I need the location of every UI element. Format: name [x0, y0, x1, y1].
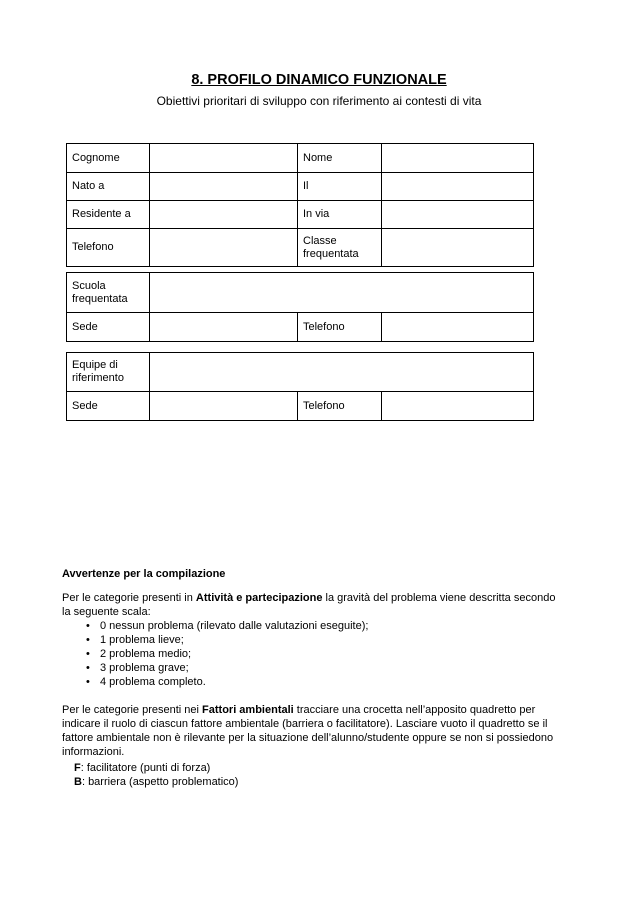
list-item: • 4 problema completo. — [86, 675, 562, 689]
page-title: 8. PROFILO DINAMICO FUNZIONALE — [191, 72, 447, 88]
page-subtitle: Obiettivi prioritari di sviluppo con riferimento ai contesti di vita — [156, 94, 482, 108]
scuola-table — [66, 272, 534, 342]
anagrafica-table — [66, 143, 534, 267]
list-item: • 3 problema grave; — [86, 661, 562, 675]
field-nato-a[interactable] — [150, 173, 298, 201]
label-nome: Nome — [298, 144, 382, 173]
label-equipe: Equipe di riferimento — [67, 353, 150, 392]
field-cognome[interactable] — [150, 144, 298, 173]
field-telefono-scuola[interactable] — [382, 313, 534, 342]
field-in-via[interactable] — [382, 201, 534, 229]
label-cognome: Cognome — [67, 144, 150, 173]
field-residente-a[interactable] — [150, 201, 298, 229]
notes-heading: Avvertenze per la compilazione — [62, 568, 226, 580]
label-sede-scuola: Sede — [67, 313, 150, 342]
label-classe-frequentata: Classe frequentata — [298, 229, 382, 267]
label-telefono-equipe: Telefono — [298, 392, 382, 421]
label-in-via: In via — [298, 201, 382, 229]
label-telefono-scuola: Telefono — [298, 313, 382, 342]
severity-scale-list — [62, 619, 562, 689]
field-classe-frequentata[interactable] — [382, 229, 534, 267]
field-nome[interactable] — [382, 144, 534, 173]
label-scuola-frequentata: Scuola frequentata — [67, 273, 150, 313]
notes-paragraph-2: Per le categorie presenti nei Fattori ambientali tracciare una crocetta nell’apposito quadretto per indicare il ruolo di ciascun fattore ambientale (barriera o facilitatore). Lasciare vuoto il quadretto se il fattore ambientale non è rilevante per la situazione dell’alunno/studente oppure se non si possiedono informazioni. — [62, 704, 554, 758]
list-item: • 1 problema lieve; — [86, 633, 562, 647]
legend-facilitatore: F: facilitatore (punti di forza) — [74, 762, 211, 774]
label-il: Il — [298, 173, 382, 201]
notes-paragraph-1: Per le categorie presenti in Attività e partecipazione la gravità del problema viene descritta secondo la seguente scala: — [62, 592, 556, 618]
field-telefono[interactable] — [150, 229, 298, 267]
field-sede-equipe[interactable] — [150, 392, 298, 421]
label-sede-equipe: Sede — [67, 392, 150, 421]
list-item: • 2 problema medio; — [86, 647, 562, 661]
field-equipe[interactable] — [150, 353, 534, 392]
compilation-notes — [62, 567, 562, 789]
label-residente-a: Residente a — [67, 201, 150, 229]
legend-barriera: B: barriera (aspetto problematico) — [74, 776, 239, 788]
label-nato-a: Nato a — [67, 173, 150, 201]
label-telefono: Telefono — [67, 229, 150, 267]
field-scuola-frequentata[interactable] — [150, 273, 534, 313]
field-telefono-equipe[interactable] — [382, 392, 534, 421]
field-il[interactable] — [382, 173, 534, 201]
field-sede-scuola[interactable] — [150, 313, 298, 342]
equipe-table — [66, 352, 534, 421]
list-item: • 0 nessun problema (rilevato dalle valutazioni eseguite); — [86, 619, 562, 633]
